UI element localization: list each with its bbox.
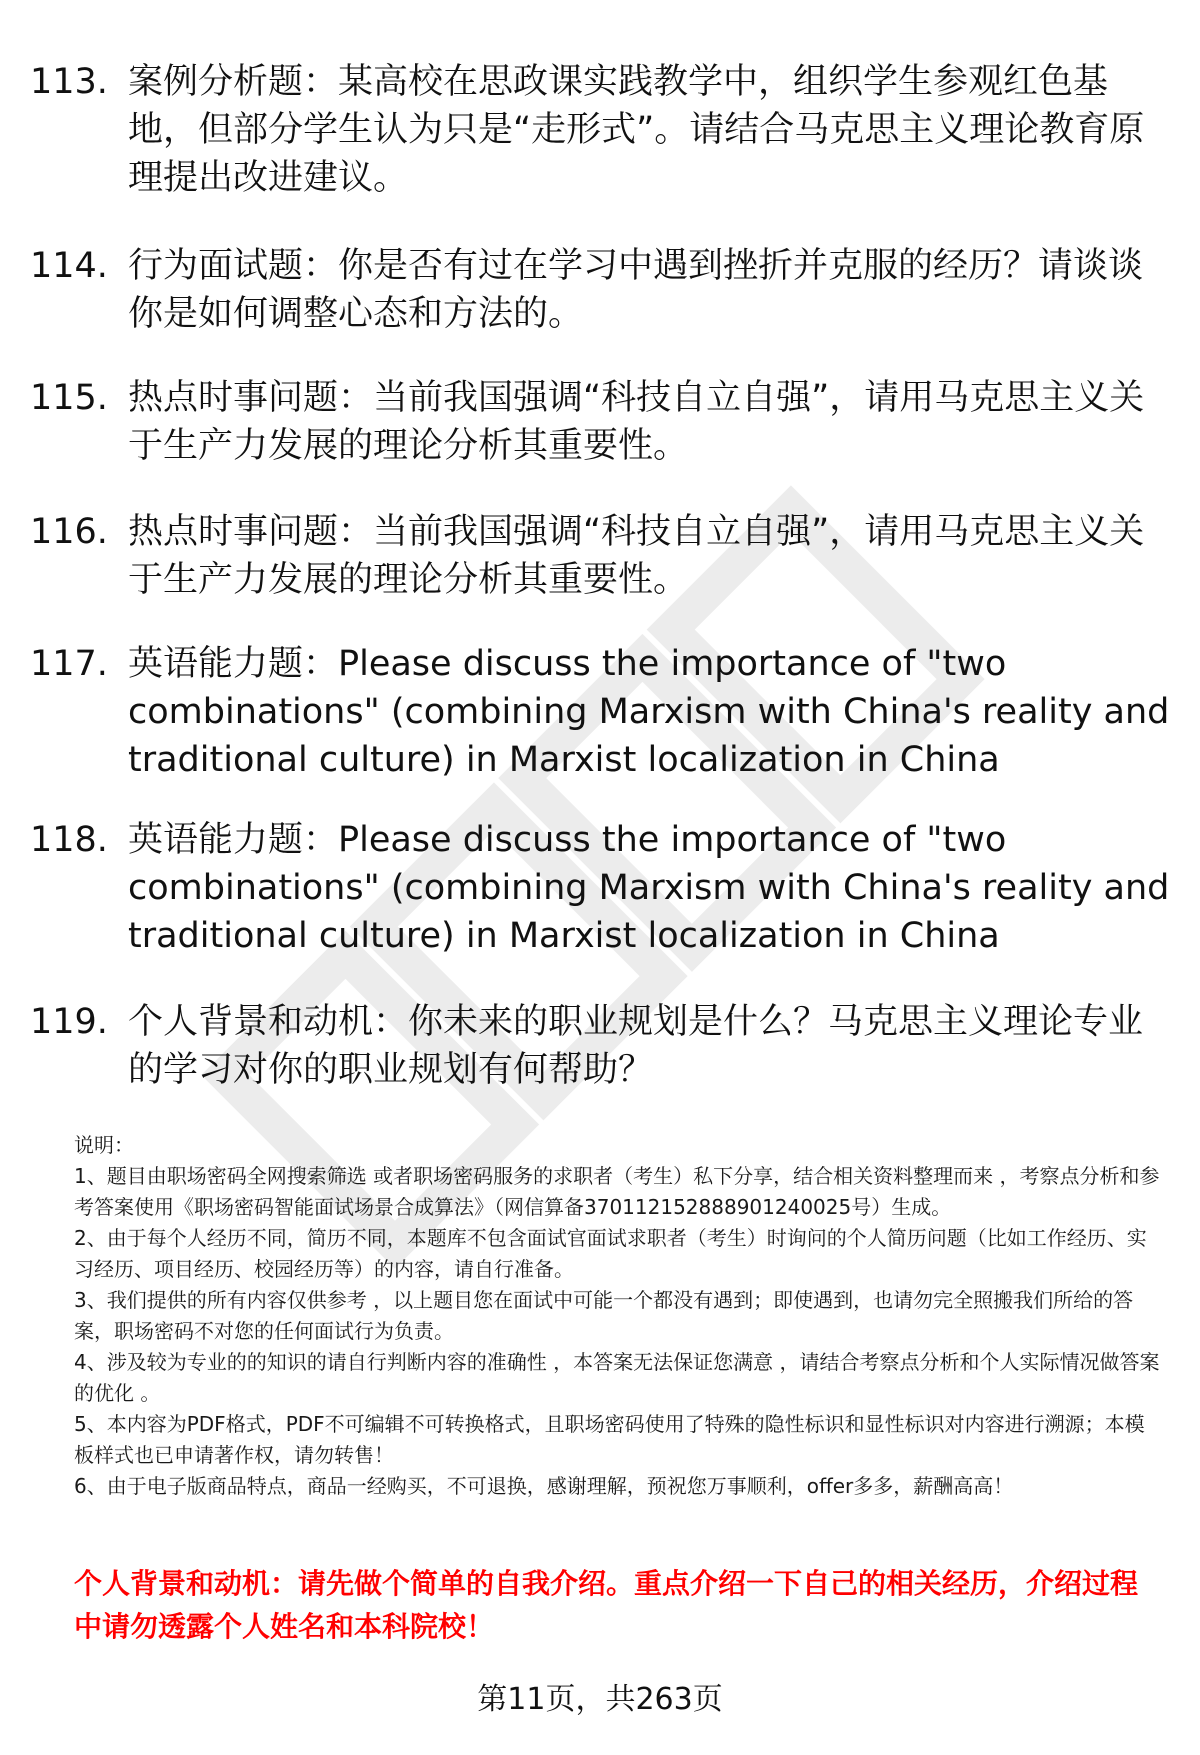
- question-number: 118.: [30, 820, 108, 860]
- notes-heading: 说明：: [74, 1133, 134, 1157]
- question-item: [30, 998, 1170, 1094]
- question-item: [30, 816, 1170, 960]
- question-item: [30, 640, 1170, 784]
- intro-prompt: 个人背景和动机：请先做个简单的自我介绍。重点介绍一下自己的相关经历，介绍过程中请勿透露个人姓名和本科院校！: [74, 1567, 1139, 1643]
- question-item: [30, 58, 1170, 202]
- question-text: 热点时事问题：当前我国强调“科技自立自强”，请用马克思主义关于生产力发展的理论分析其重要性。: [128, 512, 1145, 600]
- notes-section: [74, 1130, 1164, 1502]
- note-item: 5、本内容为PDF格式，PDF不可编辑不可转换格式，且职场密码使用了特殊的隐性标识和显性标识对内容进行溯源；本模板样式也已申请著作权，请勿转售！: [74, 1412, 1145, 1467]
- page-footer: [0, 1680, 1200, 1720]
- note-item: 3、我们提供的所有内容仅供参考 ，以上题目您在面试中可能一个都没有遇到；即使遇到，也请勿完全照搬我们所给的答案，职场密码不对您的任何面试行为负责。: [74, 1288, 1134, 1343]
- question-text: 行为面试题：你是否有过在学习中遇到挫折并克服的经历？请谈谈你是如何调整心态和方法的。: [128, 246, 1144, 334]
- note-item: 1、题目由职场密码全网搜索筛选 或者职场密码服务的求职者（考生）私下分享，结合相关资料整理而来 ，考察点分析和参考答案使用《职场密码智能面试场景合成算法》（网信算备370112152888901240025号）生成。: [74, 1164, 1160, 1219]
- page-number: 第11页，共263页: [477, 1682, 723, 1717]
- question-list: [30, 58, 1170, 1131]
- note-item: 6、由于电子版商品特点，商品一经购买，不可退换，感谢理解，预祝您万事顺利，offer多多，薪酬高高！: [74, 1474, 1014, 1498]
- question-text: 案例分析题：某高校在思政课实践教学中，组织学生参观红色基地，但部分学生认为只是“走形式”。请结合马克思主义理论教育原理提出改进建议。: [128, 62, 1145, 198]
- question-item: [30, 242, 1170, 338]
- question-number: 115.: [30, 378, 108, 418]
- question-text: 英语能力题：Please discuss the importance of "two combinations" (combining Marxism with China's reality and traditional culture) in Marxist localization in China: [128, 820, 1170, 956]
- note-item: 2、由于每个人经历不同，简历不同，本题库不包含面试官面试求职者（考生）时询问的个人简历问题（比如工作经历、实习经历、项目经历、校园经历等）的内容，请自行准备。: [74, 1226, 1147, 1281]
- question-item: [30, 508, 1170, 604]
- question-number: 117.: [30, 644, 108, 684]
- question-number: 114.: [30, 246, 108, 286]
- question-text: 个人背景和动机：你未来的职业规划是什么？马克思主义理论专业的学习对你的职业规划有何帮助？: [128, 1002, 1144, 1090]
- question-item: [30, 374, 1170, 470]
- question-text: 英语能力题：Please discuss the importance of "two combinations" (combining Marxism with China's reality and traditional culture) in Marxist localization in China: [128, 644, 1170, 780]
- question-text: 热点时事问题：当前我国强调“科技自立自强”，请用马克思主义关于生产力发展的理论分析其重要性。: [128, 378, 1145, 466]
- question-number: 119.: [30, 1002, 108, 1042]
- note-item: 4、涉及较为专业的的知识的请自行判断内容的准确性 ，本答案无法保证您满意 ，请结合考察点分析和个人实际情况做答案的优化 。: [74, 1350, 1160, 1405]
- question-number: 113.: [30, 62, 108, 102]
- question-number: 116.: [30, 512, 108, 552]
